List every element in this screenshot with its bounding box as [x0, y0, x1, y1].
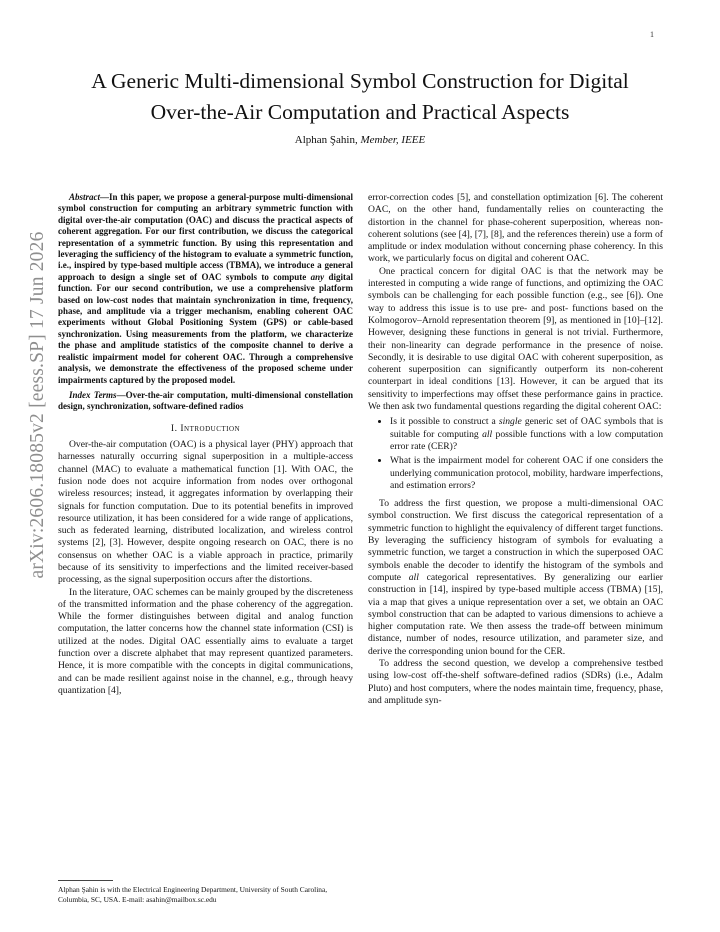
- abstract-text-a: —In this paper, we propose a general-purpose multi-dimensional symbol construction for computing an arbitrary symmetric function with digital over-the-air computation (OAC) and discuss the practical aspects of coherent aggregation. For our first contribution, we discuss the categorical representation of a symmetric function. By using this representation and leveraging the sufficiency of the histogram to evaluate a symmetric function, i.e., inspired by type-based multiple access (TBMA), we introduce a general approach to design a single set of OAC symbols to compute: [58, 192, 353, 282]
- author-line: [60, 134, 660, 146]
- author-role: Member, IEEE: [360, 134, 426, 146]
- right-paragraph-2: One practical concern for digital OAC is that the network may be interested in computing a wide range of functions, and optimizing the OAC symbols can be challenging for each possible function (e.g., see [6]). One way to address this issue is to use pre- and post- functions based on the Kolmogorov–Arnold representation theorem [9], as mentioned in [10]–[12]. However, designing these functions in general is not trivial. Furthermore, their non-linearity can degrade performance in the presence of noise. Secondly, it is desirable to use digital OAC with coherent superposition, as coherent superposition can significantly outperform its non-coherent counterpart in ideal conditions [13]. However, it can be argued that its sensitivity to imperfections may offset these performance gains in practice. We then ask two fundamental questions regarding the digital coherent OAC:: [368, 265, 663, 413]
- section-heading-introduction: I. Introduction: [170, 422, 241, 434]
- bullet-1-text-c: possible functions with a low computation error rate (CER)?: [390, 428, 663, 452]
- list-item: • What is the impairment model for coherent OAC if one considers the underlying communication protocol, mobility, hardware imperfections, and estimation errors?: [390, 455, 663, 492]
- question-list: [368, 416, 663, 492]
- paper-title: [60, 66, 660, 128]
- abstract-emphasis: any: [310, 271, 325, 282]
- bullet-1-emphasis-2: all: [482, 428, 493, 440]
- arxiv-identifier-stamp: arXiv:2606.18085v2 [eess.SP] 17 Jun 2026: [27, 231, 48, 579]
- left-column: [58, 192, 353, 697]
- bullet-1-text-a: Is it possible to construct a: [390, 416, 499, 428]
- footnote-divider: [58, 880, 113, 881]
- title-line-2: Over-the-Air Computation and Practical Aspects: [150, 100, 570, 124]
- index-terms: [58, 390, 353, 413]
- right-paragraph-3-text-a: To address the first question, we propose a multi-dimensional OAC symbol construction. We first discuss the categorical representation of a symmetric function to highlight the equivalency of different target functions. By leveraging the sufficiency histogram of symbols for evaluating a symmetric function, we target a construction in which the superposed OAC symbols enable the decoder to identify the histogram of the symbols and compute: [368, 498, 663, 583]
- index-terms-text: —Over-the-air computation, multi-dimensional constellation design, synchronization, software-defined radios: [58, 389, 353, 412]
- list-item: [390, 416, 663, 453]
- right-column: [368, 192, 663, 707]
- index-terms-lead: Index Terms: [69, 389, 117, 400]
- author-name: Alphan Şahin,: [294, 134, 358, 146]
- abstract-lead: Abstract: [69, 192, 101, 202]
- abstract-text-b: digital function. For our second contribution, we use a comprehensive platform based on low-cost nodes that maintain synchronization in time, frequency, phase, and amplitude via a trigger mechanism, enabling coherent OAC experiments without Global Positioning System (GPS) or cable-based synchronization. Using measurements from the platform, we characterize the phase and amplitude statistics of the composite channel to derive a realistic impairment model for coherent OAC. Through a comprehensive analysis, we demonstrate the effectiveness of the proposed scheme under impairments captured by the proposed model.: [58, 271, 353, 385]
- right-paragraph-3-text-b: categorical representatives. By generalizing our earlier construction in [14], inspired by type-based multiple access (TBMA) [15], via a map that gives a unique representation over a set, we obtain an OAC symbol construction that can be adapted to various dimensions to achieve a higher computation rate. We then assess the trade-off between minimum distance, number of nodes, resource utilization, and parameter size, and derive the corresponding union bound for the CER.: [368, 571, 664, 657]
- intro-paragraph-1: Over-the-air computation (OAC) is a physical layer (PHY) approach that harnesses naturally occurring signal superposition in a multiple-access channel (MAC) to evaluate a mathematical function [1]. With OAC, the fusion node does not acquire information from nodes over orthogonal wireless resources; instead, it aggregates information by overlapping their signals for function computation. Due to its potential benefits in improved resource utilization, it has been considered for a wide range of applications, such as federated learning, distributed localization, and wireless control systems [2], [3]. However, despite ongoing research on OAC, there is no consensus on whether OAC is a viable approach in practice, primarily because of its sensitivity to imperfections and the limited receiver-based processing, as the signal superposition occurs after the distortions.: [58, 439, 353, 586]
- page-number: 1: [650, 30, 654, 39]
- intro-paragraph-2: In the literature, OAC schemes can be mainly grouped by the discreteness of the transmitted information and the phase coherency of the aggregation. While the former distinguishes between digital and analog function computation, the latter concerns how the channel state information (CSI) is utilized at the nodes. Digital OAC essentially aims to evaluate a target function over a discrete alphabet that may represent quantized parameters. Hence, it is more compatible with the concepts in digital communications, and can be made resilient against noise in the channel, e.g., through heavy quantization [4],: [58, 586, 353, 696]
- author-affiliation-footnote: Alphan Şahin is with the Electrical Engineering Department, University of South Carolina, Columbia, SC, USA. E-mail: asahin@mailbox.sc.edu: [58, 885, 328, 904]
- right-paragraph-4: To address the second question, we develop a comprehensive testbed using low-cost off-the-shelf software-defined radios (SDRs) (i.e., Adalm Pluto) and host computers, where the nodes maintain time, frequency, phase, and amplitude syn-: [368, 657, 663, 706]
- title-line-1: A Generic Multi-dimensional Symbol Construction for Digital: [91, 69, 629, 93]
- right-paragraph-3-emphasis: all: [408, 571, 419, 583]
- bullet-1-text-b: generic set of OAC symbols that is suitable for computing: [390, 416, 663, 440]
- right-paragraph-1: error-correction codes [5], and constellation optimization [6]. The coherent OAC, on the other hand, fundamentally relies on counteracting the distortion in the channel for phase-coherent superposition, whereas non-coherent solutions (see [4], [7], [8], and the references therein) use a form of amplitude or index modulation without concerning phase coherency. In this work, we particularly focus on digital and coherent OAC.: [368, 192, 663, 265]
- right-paragraph-3: [368, 498, 663, 658]
- abstract: [58, 192, 353, 386]
- bullet-1-emphasis-1: single: [498, 416, 522, 428]
